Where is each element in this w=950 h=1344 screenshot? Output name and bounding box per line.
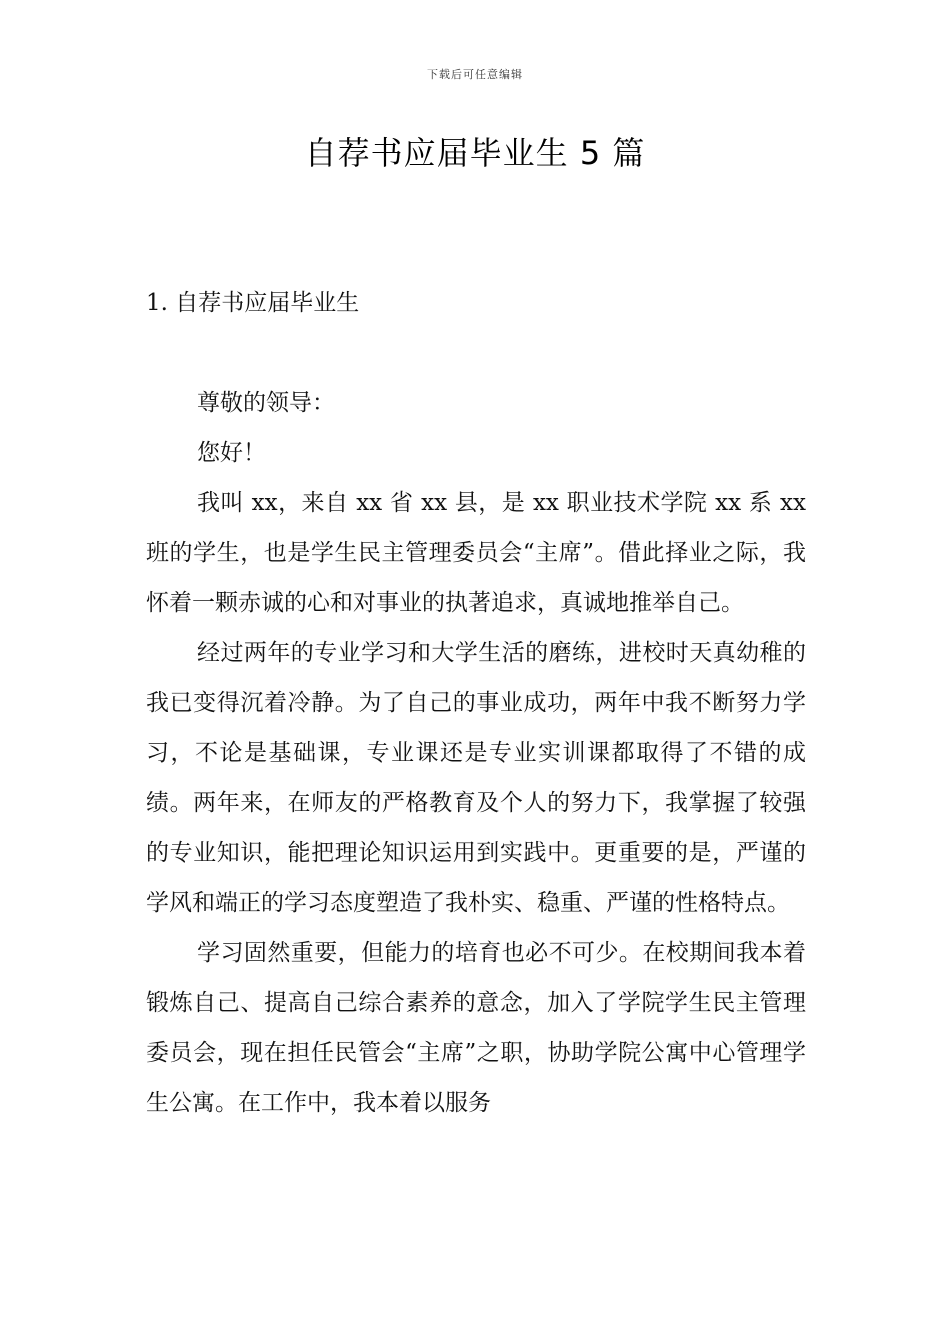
section-heading: 1. 自荐书应届毕业生 xyxy=(146,290,360,316)
letter-body xyxy=(146,378,806,1128)
salutation: 尊敬的领导： xyxy=(197,390,335,416)
header-note: 下载后可任意编辑 xyxy=(427,68,523,81)
document-title: 自荐书应届毕业生 5 篇 xyxy=(304,134,646,172)
paragraph: 经过两年的专业学习和大学生活的磨练，进校时天真幼稚的我已变得沉着冷静。为了自己的事业成功，两年中我不断努力学习，不论是基础课，专业课还是专业实训课都取得了不错的成绩。两年来，在师友的严格教育及个人的努力下，我掌握了较强的专业知识，能把理论知识运用到实践中。更重要的是，严谨的学风和端正的学习态度塑造了我朴实、稳重、严谨的性格特点。 xyxy=(146,640,806,916)
greeting: 您好！ xyxy=(197,440,266,466)
paragraph: 学习固然重要，但能力的培育也必不可少。在校期间我本着锻炼自己、提高自己综合素养的意念，加入了学院学生民主管理委员会，现在担任民管会“主席”之职，协助学院公寓中心管理学生公寓。在工作中，我本着以服务 xyxy=(146,940,806,1116)
paragraph: 我叫 xx，来自 xx 省 xx 县，是 xx 职业技术学院 xx 系 xx 班的学生，也是学生民主管理委员会“主席”。借此择业之际，我怀着一颗赤诚的心和对事业的执著追求，真诚地推举自己。 xyxy=(146,490,806,616)
